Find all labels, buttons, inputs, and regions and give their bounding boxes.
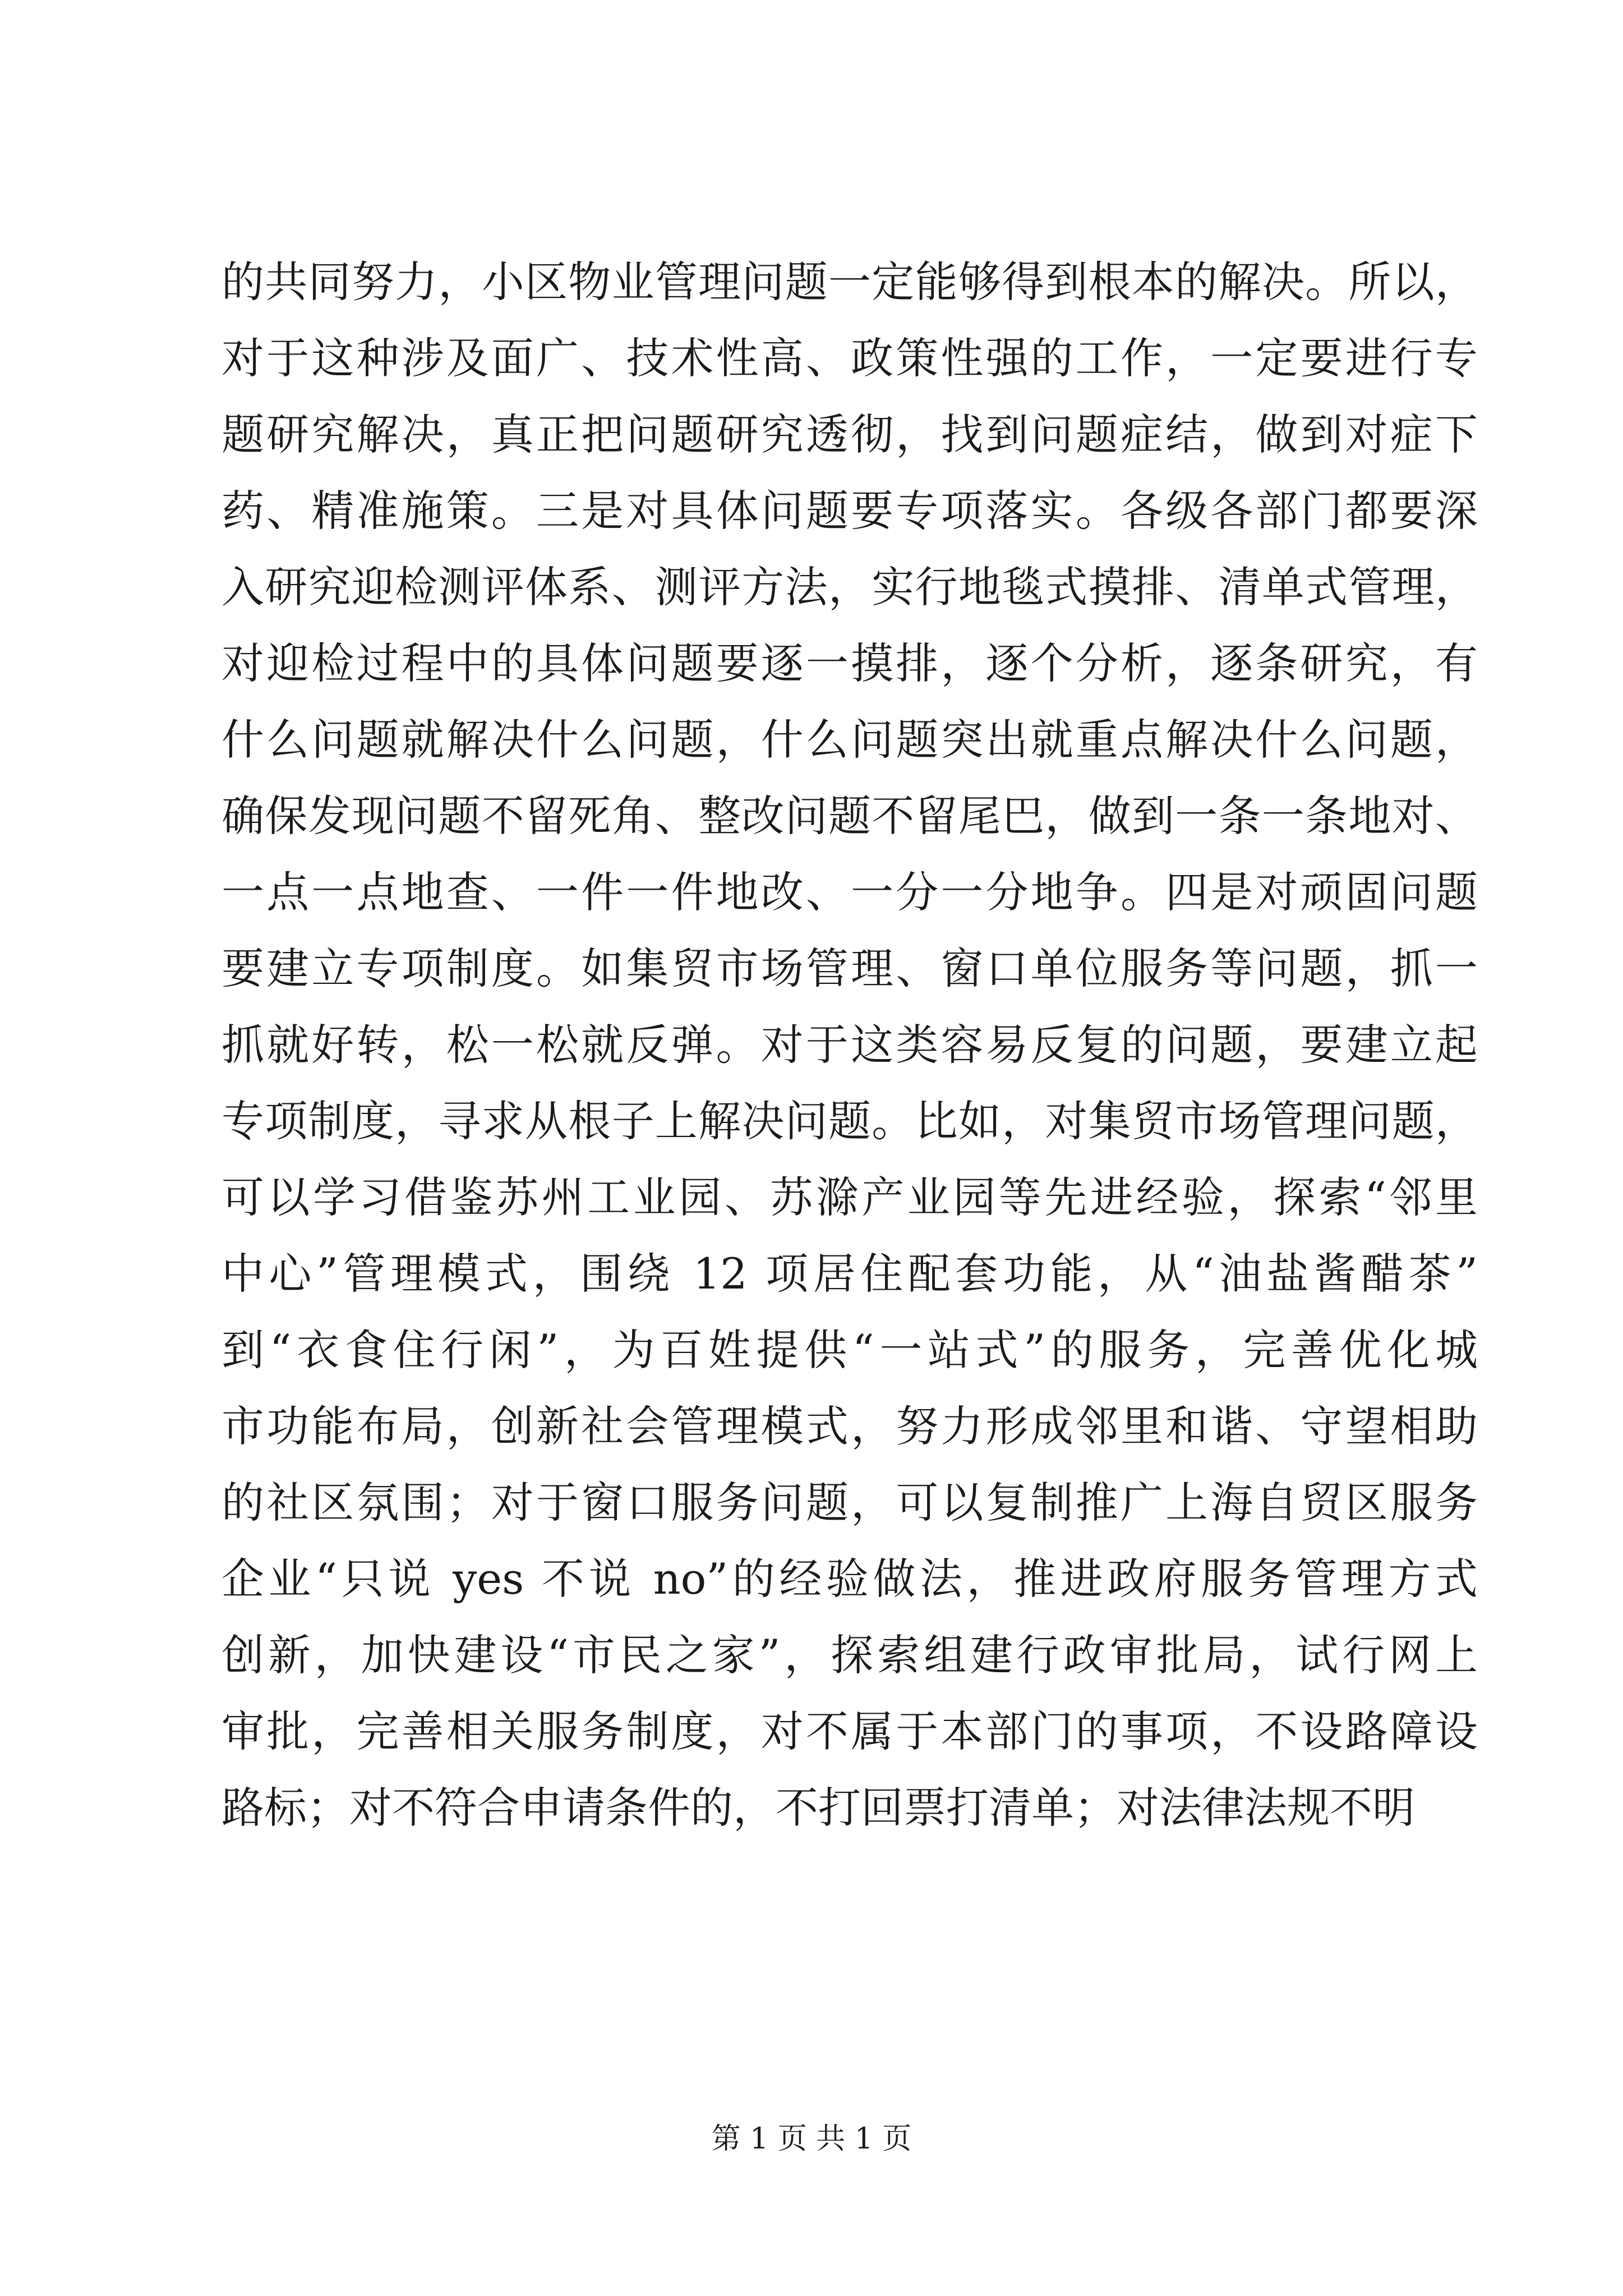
text-line: 市功能布局，创新社会管理模式，努力形成邻里和谐、守望相助 bbox=[222, 1401, 1478, 1451]
text-line: 一点一点地查、一件一件地改、一分一分地争。四是对顽固问题 bbox=[222, 867, 1478, 917]
text-line: 入研究迎检测评体系、测评方法，实行地毯式摸排、清单式管理， bbox=[222, 562, 1478, 612]
text-line: 中心”管理模式，围绕 12 项居住配套功能，从“油盐酱醋茶” bbox=[222, 1249, 1478, 1299]
text-line: 什么问题就解决什么问题，什么问题突出就重点解决什么问题， bbox=[222, 715, 1478, 765]
text-line: 到“衣食住行闲”，为百姓提供“一站式”的服务，完善优化城 bbox=[222, 1325, 1478, 1375]
page-footer bbox=[0, 2115, 1623, 2157]
text-line: 题研究解决，真正把问题研究透彻，找到问题症结，做到对症下 bbox=[222, 409, 1478, 459]
text-line: 企业“只说 yes 不说 no”的经验做法，推进政府服务管理方式 bbox=[222, 1554, 1478, 1604]
text-line: 要建立专项制度。如集贸市场管理、窗口单位服务等问题，抓一 bbox=[222, 944, 1478, 993]
text-line: 可以学习借鉴苏州工业园、苏滁产业园等先进经验，探索“邻里 bbox=[222, 1172, 1478, 1222]
text-line: 专项制度，寻求从根子上解决问题。比如，对集贸市场管理问题， bbox=[222, 1096, 1478, 1146]
text-line: 路标；对不符合申请条件的，不打回票打清单；对法律法规不明 bbox=[222, 1783, 1415, 1833]
text-line: 药、精准施策。三是对具体问题要专项落实。各级各部门都要深 bbox=[222, 486, 1478, 536]
text-line: 对于这种涉及面广、技术性高、政策性强的工作，一定要进行专 bbox=[222, 333, 1478, 383]
page-number-label: 第 1 页 共 1 页 bbox=[711, 2122, 912, 2156]
text-line: 确保发现问题不留死角、整改问题不留尾巴，做到一条一条地对、 bbox=[222, 791, 1478, 841]
text-line: 审批，完善相关服务制度，对不属于本部门的事项，不设路障设 bbox=[222, 1706, 1478, 1756]
text-line: 创新，加快建设“市民之家”，探索组建行政审批局，试行网上 bbox=[222, 1630, 1478, 1680]
body-paragraph bbox=[222, 244, 1478, 1846]
text-line: 对迎检过程中的具体问题要逐一摸排，逐个分析，逐条研究，有 bbox=[222, 638, 1478, 688]
text-line: 的共同努力，小区物业管理问题一定能够得到根本的解决。所以， bbox=[222, 257, 1478, 307]
text-line: 抓就好转，松一松就反弹。对于这类容易反复的问题，要建立起 bbox=[222, 1020, 1478, 1070]
text-line: 的社区氛围；对于窗口服务问题，可以复制推广上海自贸区服务 bbox=[222, 1478, 1478, 1527]
